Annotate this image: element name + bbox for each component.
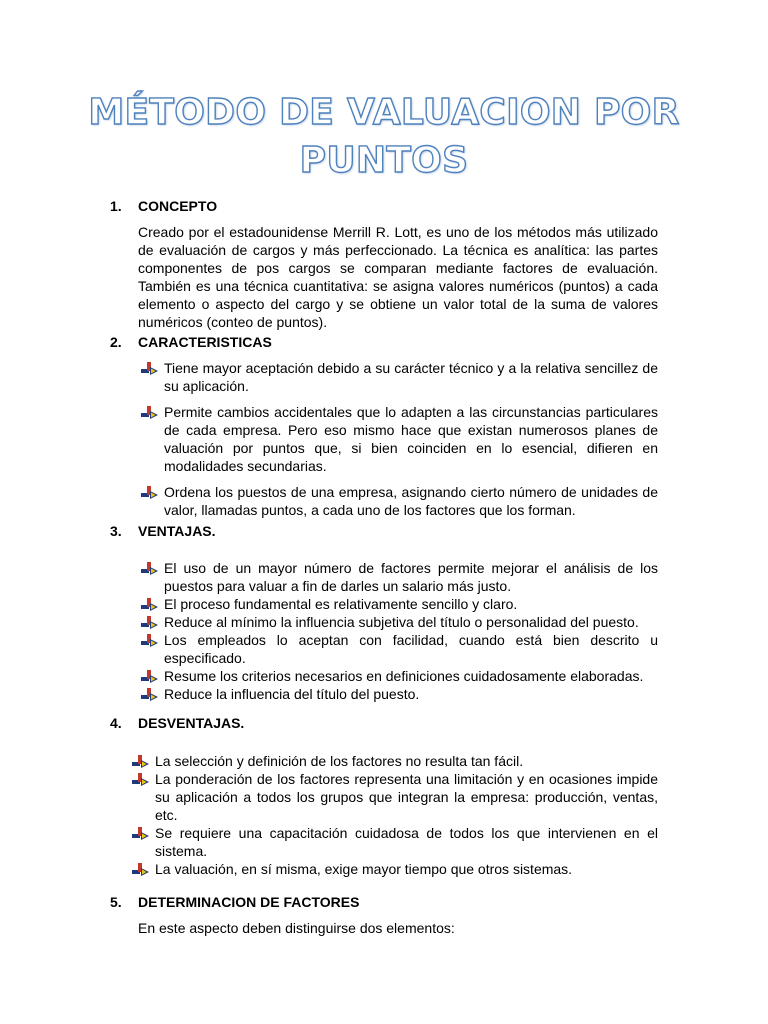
list-item: Reduce la influencia del título del puesto. bbox=[140, 685, 658, 703]
arrow-bullet-icon bbox=[141, 616, 158, 629]
section-title: DETERMINACION DE FACTORES bbox=[138, 894, 360, 910]
arrow-bullet-icon bbox=[141, 634, 158, 647]
document-title-line1: MÉTODO DE VALUACION POR bbox=[88, 92, 680, 133]
arrow-bullet-icon bbox=[141, 486, 158, 499]
list-item: La valuación, en sí misma, exige mayor tiempo que otros sistemas. bbox=[131, 860, 658, 878]
section-number: 2. bbox=[110, 334, 122, 350]
list-item: Ordena los puestos de una empresa, asignando cierto número de unidades de valor, llamadas puntos, a cada uno de los factores que los forman. bbox=[140, 483, 658, 519]
list-item: El proceso fundamental es relativamente sencillo y claro. bbox=[140, 595, 658, 613]
list-item: Se requiere una capacitación cuidadosa de todos los que intervienen en el sistema. bbox=[131, 824, 658, 860]
list-item: La ponderación de los factores representa una limitación y en ocasiones impide su aplicación a todos los grupos que integran la empresa: producción, ventas, etc. bbox=[131, 770, 658, 824]
list-item: La selección y definición de los factores no resulta tan fácil. bbox=[131, 752, 658, 770]
section-heading-determinacion bbox=[110, 893, 359, 911]
arrow-bullet-icon bbox=[132, 773, 149, 786]
section-number: 4. bbox=[110, 715, 122, 731]
section-number: 3. bbox=[110, 523, 122, 539]
list-item: Los empleados lo aceptan con facilidad, cuando está bien descrito u especificado. bbox=[140, 631, 658, 667]
arrow-bullet-icon bbox=[132, 755, 149, 768]
section-heading-ventajas bbox=[110, 522, 216, 540]
concepto-paragraph: Creado por el estadounidense Merrill R. Lott, es uno de los métodos más utilizado de evaluación de cargos y más perfeccionado. La técnica es analítica: las partes componentes de pos cargos se comparan mediante factores de evaluación. También es una técnica cuantitativa: se asigna valores numéricos (puntos) a cada elemento o aspecto del cargo y se obtiene un valor total de la suma de valores numéricos (conteo de puntos). bbox=[138, 224, 658, 330]
section-number: 1. bbox=[110, 198, 122, 214]
section-heading-caracteristicas bbox=[110, 333, 272, 351]
list-item: Tiene mayor aceptación debido a su carácter técnico y a la relativa sencillez de su aplicación. bbox=[140, 359, 658, 395]
section-heading-concepto bbox=[110, 197, 217, 215]
section-number: 5. bbox=[110, 894, 122, 910]
section-title: DESVENTAJAS. bbox=[138, 715, 245, 731]
document-title-line2: PUNTOS bbox=[299, 140, 469, 181]
arrow-bullet-icon bbox=[132, 863, 149, 876]
arrow-bullet-icon bbox=[141, 670, 158, 683]
list-item: Resume los criterios necesarios en definiciones cuidadosamente elaboradas. bbox=[140, 667, 658, 685]
arrow-bullet-icon bbox=[141, 688, 158, 701]
section-title: CONCEPTO bbox=[138, 198, 218, 214]
list-item: Permite cambios accidentales que lo adapten a las circunstancias particulares de cada empresa. Pero eso mismo hace que existan numerosos planes de valuación por puntos que, si bien coinciden en lo esencial, difieren en modalidades secundarias. bbox=[140, 403, 658, 475]
section-title: VENTAJAS. bbox=[138, 523, 216, 539]
desventajas-list bbox=[131, 752, 658, 878]
section-heading-desventajas bbox=[110, 714, 244, 732]
section-title: CARACTERISTICAS bbox=[138, 334, 272, 350]
arrow-bullet-icon bbox=[141, 406, 158, 419]
arrow-bullet-icon bbox=[132, 827, 149, 840]
ventajas-list bbox=[140, 559, 658, 703]
list-item: El uso de un mayor número de factores permite mejorar el análisis de los puestos para valuar a fin de darles un salario más justo. bbox=[140, 559, 658, 595]
list-item: Reduce al mínimo la influencia subjetiva del título o personalidad del puesto. bbox=[140, 613, 658, 631]
arrow-bullet-icon bbox=[141, 598, 158, 611]
caracteristicas-list bbox=[140, 359, 658, 519]
arrow-bullet-icon bbox=[141, 562, 158, 575]
arrow-bullet-icon bbox=[141, 362, 158, 375]
determinacion-paragraph: En este aspecto deben distinguirse dos elementos: bbox=[138, 920, 455, 936]
